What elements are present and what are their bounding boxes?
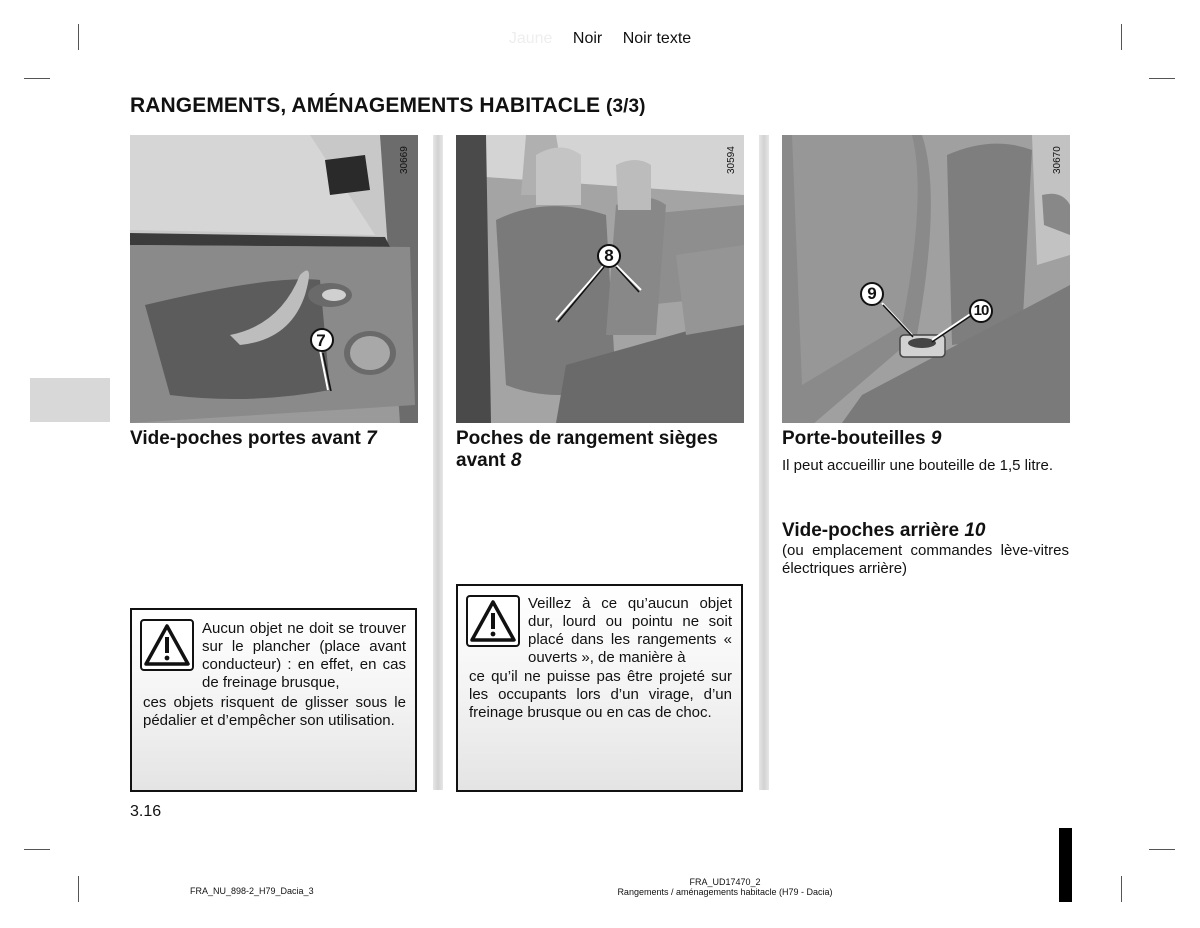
footer-center-line1: FRA_UD17470_2 bbox=[689, 877, 761, 887]
image-ref: 30670 bbox=[1052, 146, 1063, 174]
heading-bottle-holder bbox=[782, 428, 1072, 450]
page-title-main: RANGEMENTS, AMÉNAGEMENTS HABITACLE bbox=[130, 94, 601, 117]
callout-8 bbox=[598, 245, 620, 267]
photo-bottle-holder bbox=[782, 135, 1070, 423]
callout-label: 7 bbox=[316, 331, 326, 350]
section-tab bbox=[30, 378, 110, 422]
crop-mark bbox=[78, 876, 79, 902]
heading-door-pocket bbox=[130, 428, 420, 450]
heading-text: Vide-poches portes avant bbox=[130, 428, 361, 449]
warning-text-rest: ce qu’il ne puisse pas être projeté sur les occupants lors d’un virage, d’un freinage brusque ou en cas de choc. bbox=[469, 668, 732, 721]
warning-icon bbox=[140, 619, 194, 671]
callout-7 bbox=[310, 330, 332, 352]
heading-number: 8 bbox=[510, 450, 522, 471]
photo-door-pocket bbox=[130, 135, 418, 423]
heading-text: Porte-bouteilles bbox=[782, 428, 926, 449]
column-divider bbox=[433, 135, 443, 790]
callout-10 bbox=[970, 300, 992, 322]
warning-box bbox=[456, 584, 743, 792]
callout-label: 9 bbox=[867, 284, 877, 303]
image-ref: 30594 bbox=[726, 146, 737, 174]
crop-mark bbox=[24, 849, 50, 850]
crop-mark bbox=[1149, 849, 1175, 850]
crop-mark bbox=[1121, 876, 1122, 902]
column-divider bbox=[759, 135, 769, 790]
color-label-noir-texte: Noir texte bbox=[622, 30, 692, 47]
callout-label: 8 bbox=[604, 246, 614, 265]
warning-text-top: Veillez à ce qu’aucun objet dur, lourd ou pointu ne soit placé dans les rangements « ouverts », de manière à bbox=[528, 595, 732, 666]
page-title-part: (3/3) bbox=[606, 96, 646, 117]
page-title bbox=[130, 94, 646, 118]
heading-seat-pockets bbox=[456, 428, 746, 472]
warning-box bbox=[130, 608, 417, 792]
warning-text-rest: ces objets risquent de glisser sous le pédalier et d’empêcher son utilisation. bbox=[143, 694, 406, 729]
heading-text: Vide-poches arrière bbox=[782, 520, 960, 541]
crop-mark bbox=[1149, 78, 1175, 79]
warning-icon bbox=[466, 595, 520, 647]
bottle-holder-text: Il peut accueillir une bouteille de 1,5 litre. bbox=[782, 457, 1053, 474]
heading-number: 9 bbox=[930, 428, 942, 449]
heading-number: 7 bbox=[366, 428, 377, 449]
photo-seat-pockets bbox=[456, 135, 744, 423]
rear-pocket-text: (ou emplacement commandes lève-vitres électriques arrière) bbox=[782, 542, 1069, 577]
color-label-jaune: Jaune bbox=[508, 30, 553, 47]
thumb-index-bar bbox=[1059, 828, 1072, 902]
callout-9 bbox=[861, 283, 883, 305]
crop-mark bbox=[24, 78, 50, 79]
page-number: 3.16 bbox=[130, 803, 162, 820]
footer-center bbox=[560, 877, 890, 897]
callout-label: 10 bbox=[973, 302, 989, 319]
heading-text: Poches de rangement sièges avant bbox=[456, 428, 718, 471]
heading-rear-pocket bbox=[782, 520, 1072, 542]
footer-left: FRA_NU_898-2_H79_Dacia_3 bbox=[190, 886, 314, 896]
warning-text-top: Aucun objet ne doit se trouver sur le plancher (place avant conducteur) : en effet, en cas de freinage brusque, bbox=[202, 620, 406, 691]
color-label-noir: Noir bbox=[572, 30, 603, 47]
heading-number: 10 bbox=[964, 520, 986, 541]
footer-center-line2: Rangements / aménagements habitacle (H79 - Dacia) bbox=[617, 887, 833, 897]
image-ref: 30669 bbox=[399, 146, 410, 174]
print-color-header bbox=[0, 30, 1200, 48]
